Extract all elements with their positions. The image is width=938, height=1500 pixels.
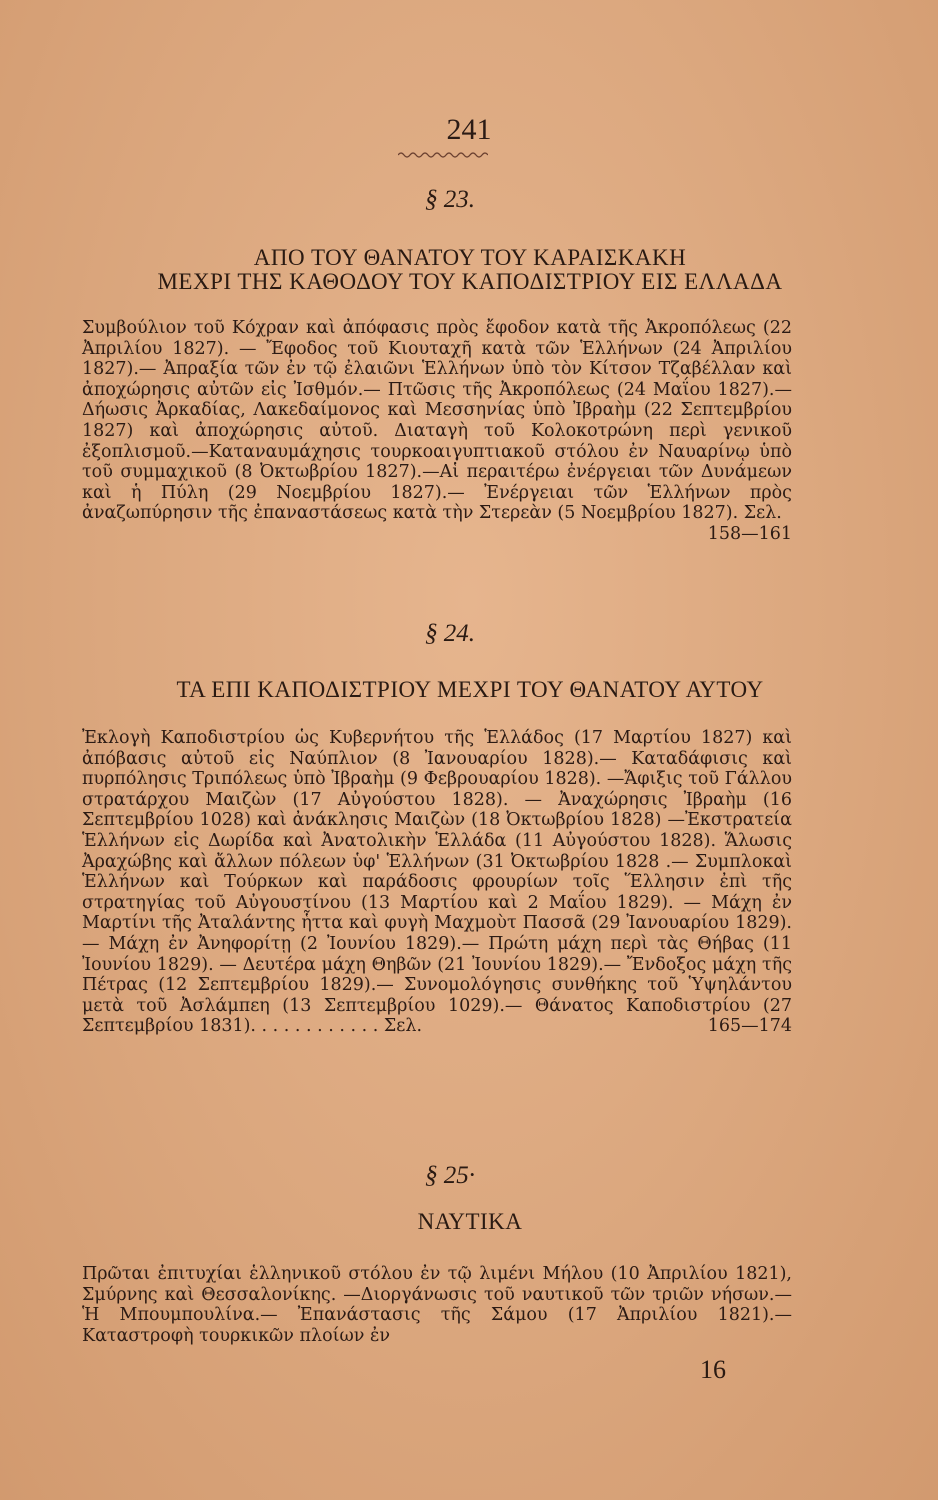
wavy-rule-ornament xyxy=(398,150,488,160)
signature-mark: 16 xyxy=(700,1355,726,1384)
page-number: 241 xyxy=(446,113,492,146)
heading-line: ΜΕΧΡΙ ΤΗΣ ΚΑΘΟΔΟΥ ΤΟΥ ΚΑΠΟΔΙΣΤΡΙΟΥ ΕΙΣ ΕΛΛΑΔΑ xyxy=(157,269,783,294)
heading-line: ΝΑΥΤΙΚΑ xyxy=(417,1209,523,1234)
section-text: Συμβούλιον τοῦ Κόχραν καὶ ἀπόφασις πρὸς ἔφοδον κατὰ τῆς Ἀκροπόλεως (22 Ἀπριλίου 1827). — Ἔφοδος τοῦ Κιουταχῆ κατὰ τῶν Ἑλλήνων (24 Ἀπριλίου 1827).— Ἀπραξία τῶν ἐν τῷ ἐλαιῶνι Ἑλλήνων ὑπὸ τὸν Κίτσον Τζαβέλλαν καὶ ἀποχώρησις αὐτῶν εἰς Ἰσθμόν.— Πτῶσις τῆς Ἀκροπόλεως (24 Μαΐου 1827).— Δήωσις Ἀρκαδίας, Λακεδαίμονος καὶ Μεσσηνίας ὑπὸ Ἰβραὴμ (22 Σεπτεμβρίου 1827) καὶ ἀποχώρησις αὐτοῦ. Διαταγὴ τοῦ Κολοκοτρώνη περὶ γενικοῦ ἐξοπλισμοῦ.—Καταναυμάχησις τουρκοαιγυπτιακοῦ στόλου ἐν Ναυαρίνῳ ὑπὸ τοῦ συμμαχικοῦ (8 Ὀκτωβρίου 1827).—Αἱ περαιτέρω ἐνέργειαι τῶν Δυνάμεων καὶ ἡ Πύλη (29 Νοεμβρίου 1827).— Ἐνέργειαι τῶν Ἑλλήνων πρὸς ἀναζωπύρησιν τῆς ἐπαναστάσεως κατὰ τὴν Στερεὰν (5 Νοεμβρίου 1827). Σελ. xyxy=(82,318,792,524)
section-heading-25 xyxy=(40,1210,900,1234)
page-reference: 165—174 xyxy=(707,1016,792,1037)
section-text: Ἐκλογὴ Καποδιστρίου ὡς Κυβερνήτου τῆς Ἑλλάδος (17 Μαρτίου 1827) καὶ ἀπόβασις αὐτοῦ εἰς Ναύπλιον (8 Ἰανουαρίου 1828).— Καταδάφισις καὶ πυρπόλησις Τριπόλεως ὑπὸ Ἰβραὴμ (9 Φεβρουαρίου 1828). —Ἄφιξις τοῦ Γάλλου στρατάρχου Μαιζὼν (17 Αὐγούστου 1828). — Ἀναχώρησις Ἰβραὴμ (16 Σεπτεμβρίου 1028) καὶ ἀνάκλησις Μαιζὼν (18 Ὀκτωβρίου 1828) —Ἐκστρατεία Ἑλλήνων εἰς Δωρίδα καὶ Ἀνατολικὴν Ἑλλάδα (11 Αὐγούστου 1828). Ἅλωσις Ἀραχώβης καὶ ἄλλων πόλεων ὑφ' Ἑλλήνων (31 Ὀκτωβρίου 1828 .— Συμπλοκαὶ Ἑλλήνων καὶ Τούρκων καὶ παράδοσις φρουρίων τοῖς Ἕλλησιν ἐπὶ τῆς στρατηγίας τοῦ Αὐγουστίνου (13 Μαρτίου καὶ 2 Μαΐου 1829). — Μάχη ἐν Μαρτίνι τῆς Ἀταλάντης ἧττα καὶ φυγὴ Μαχμοὺτ Πασσᾶ (29 Ἰανουαρίου 1829).— Μάχη ἐν Ἀνηφορίτῃ (2 Ἰουνίου 1829).— Πρώτη μάχη περὶ τὰς Θήβας (11 Ἰουνίου 1829). — Δευτέρα μάχη Θηβῶν (21 Ἰουνίου 1829).— Ἔνδοξος μάχη τῆς Πέτρας (12 Σεπτεμβρίου 1829).— Συνομολόγησις συνθήκης τοῦ Ὑψηλάντου μετὰ τοῦ Ἀσλάμπεη (13 Σεπτεμβρίου 1029).— Θάνατος Καποδιστρίου (27 Σεπτεμβρίου 1831). . . . . . . . . . . . Σελ. xyxy=(82,728,792,1037)
section-mark-24: § 24. xyxy=(425,620,475,647)
section-mark-23: § 23. xyxy=(425,186,475,213)
section-heading-23 xyxy=(40,246,900,294)
section-heading-24 xyxy=(40,678,900,702)
section-body-24 xyxy=(82,728,792,1037)
section-text: Πρῶται ἐπιτυχίαι ἑλληνικοῦ στόλου ἐν τῷ λιμένι Μήλου (10 Ἀπριλίου 1821), Σμύρνης καὶ Θεσσαλονίκης. —Διοργάνωσις τοῦ ναυτικοῦ τῶν τριῶν νήσων.— Ἡ Μπουμπουλίνα.— Ἐπανάστασις τῆς Σάμου (17 Ἀπριλίου 1821).—Καταστροφὴ τουρκικῶν πλοίων ἐν xyxy=(82,1264,792,1346)
heading-line: ΤΑ ΕΠΙ ΚΑΠΟΔΙΣΤΡΙΟΥ ΜΕΧΡΙ ΤΟΥ ΘΑΝΑΤΟΥ ΑΥΤΟΥ xyxy=(176,677,764,702)
section-body-23 xyxy=(82,318,792,545)
section-mark-25: § 25· xyxy=(425,1162,475,1189)
section-body-25 xyxy=(82,1264,792,1346)
page-reference: 158—161 xyxy=(707,523,792,544)
heading-line: ΑΠΟ ΤΟΥ ΘΑΝΑΤΟΥ ΤΟΥ ΚΑΡΑΙΣΚΑΚΗ xyxy=(253,245,687,270)
